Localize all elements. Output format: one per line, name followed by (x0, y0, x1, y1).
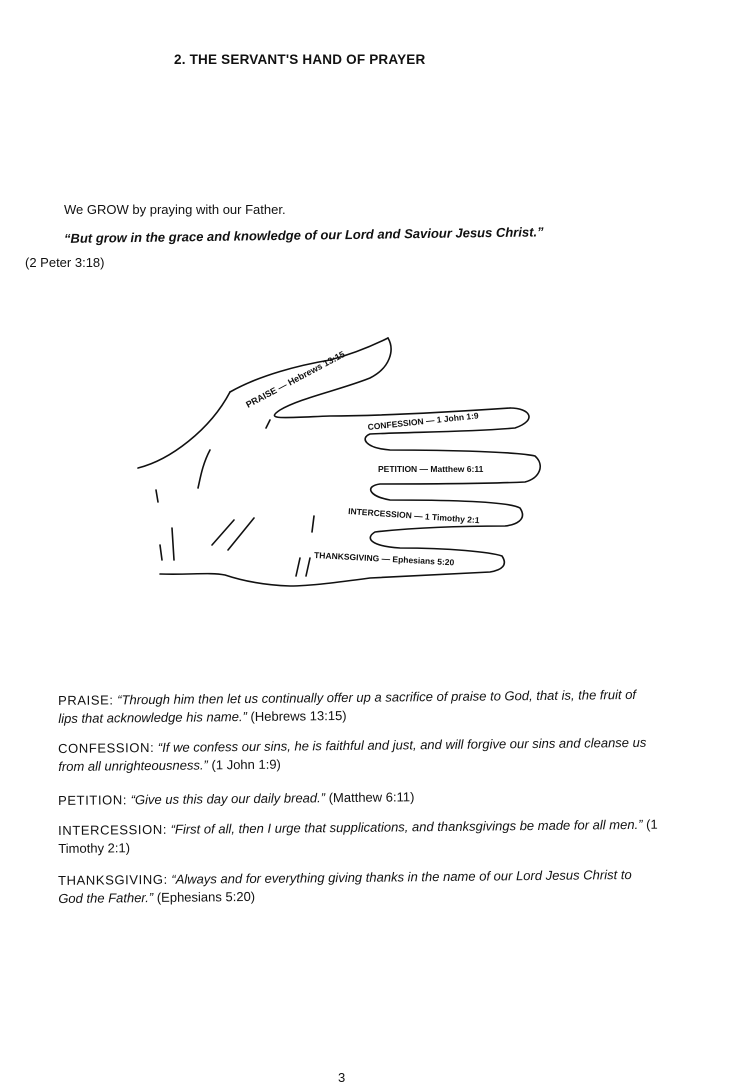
praying-hand-illustration (130, 320, 560, 610)
paragraph-label: THANKSGIVING: (58, 871, 168, 888)
paragraph-quote: “If we confess our sins, he is faithful and just, and will forgive our sins and cleanse us from all unrighteousness.” (58, 734, 647, 774)
thanksgiving-paragraph (58, 866, 658, 908)
hand-crease-8 (296, 558, 300, 576)
paragraph-quote: “Give us this day our daily bread.” (130, 790, 326, 808)
praise-label: PRAISE — Hebrews 13:15 (244, 349, 347, 410)
paragraph-reference: (1 Timothy 2:1) (58, 816, 658, 856)
scripture-quote: “But grow in the grace and knowledge of our Lord and Saviour Jesus Christ.” (63, 224, 544, 246)
hand-outline-upper (138, 392, 230, 468)
petition-label: PETITION — Matthew 6:11 (378, 464, 484, 474)
hand-outline-top (230, 338, 388, 392)
scripture-reference: (2 Peter 3:18) (25, 255, 105, 270)
paragraph-reference: (1 John 1:9) (211, 756, 281, 773)
paragraph-quote: “Always and for everything giving thanks in the name of our Lord Jesus Christ to God the Father.” (58, 866, 632, 906)
thanksgiving-label: THANKSGIVING — Ephesians 5:20 (313, 550, 455, 568)
paragraph-label: CONFESSION: (58, 739, 155, 756)
praise-paragraph (58, 686, 658, 728)
hand-crease-10 (266, 420, 270, 428)
paragraph-reference: (Hebrews 13:15) (250, 707, 347, 724)
hand-crease-2 (156, 490, 158, 502)
paragraph-reference: (Matthew 6:11) (328, 789, 415, 806)
paragraph-reference: (Ephesians 5:20) (156, 888, 256, 905)
page-number: 3 (338, 1070, 346, 1085)
intercession-paragraph (58, 816, 658, 858)
hand-crease-1 (198, 450, 210, 488)
hand-crease-5 (212, 520, 234, 545)
petition-paragraph (58, 786, 658, 810)
confession-label: CONFESSION — 1 John 1:9 (367, 410, 480, 432)
intro-line: We GROW by praying with our Father. (64, 202, 286, 217)
hand-crease-3 (172, 528, 174, 560)
hand-crease-4 (160, 545, 162, 560)
confession-paragraph (58, 734, 658, 776)
intercession-label: INTERCESSION — 1 Timothy 2:1 (347, 506, 480, 526)
hand-crease-7 (312, 516, 314, 532)
index-finger-outline (274, 338, 510, 418)
paragraph-label: INTERCESSION: (58, 821, 168, 838)
page-title: 2. THE SERVANT'S HAND OF PRAYER (174, 52, 426, 67)
paragraph-quote: “First of all, then I urge that supplications, and thanksgivings be made for all men.” (170, 816, 643, 837)
paragraph-label: PRAISE: (58, 692, 114, 708)
paragraph-quote: “Through him then let us continually offer up a sacrifice of praise to God, that is, the fruit of lips that acknowledge his name.” (58, 686, 637, 726)
hand-crease-9 (306, 558, 310, 576)
paragraph-label: PETITION: (58, 792, 128, 808)
